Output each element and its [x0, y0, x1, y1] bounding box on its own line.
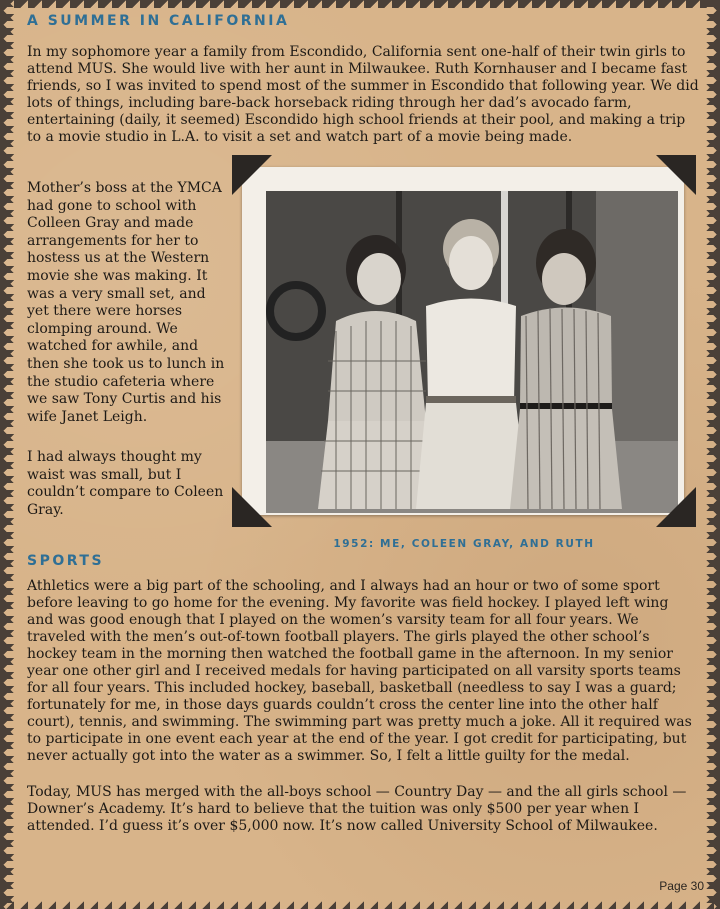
- photo-corner-mount-icon: [656, 487, 696, 527]
- section-heading-summer: A SUMMER IN CALIFORNIA: [27, 13, 290, 29]
- today-paragraph: Today, MUS has merged with the all-boys school — Country Day — and the all girls school —Downer’s Academy. It’s hard to believe that the tuition was only $500 per year when I attended. I’d guess it’s over $5,000 now. It’s now called University School of Milwaukee.: [27, 784, 687, 834]
- photo-frame: [232, 155, 696, 527]
- zigzag-border-right: [706, 0, 720, 909]
- photo-caption: 1952: ME, COLEEN GRAY, AND RUTH: [333, 538, 595, 550]
- photo-corner-mount-icon: [656, 155, 696, 195]
- zigzag-border-bottom: [0, 901, 720, 909]
- ymca-paragraph: Mother’s boss at the YMCA had gone to school with Colleen Gray and made arrangements for her to hostess us at the Western movie she was making. It was a very small set, and yet there were horses clomping around. We watched for awhile, and then she took us to lunch in the studio cafeteria where we saw Tony Curtis and his wife Janet Leigh.: [27, 180, 225, 425]
- athletics-paragraph: Athletics were a big part of the schooling, and I always had an hour or two of some sport before leaving to go home for the evening. My favorite was field hockey. I played left wing and was good enough that I played on the women’s varsity team for all four years. We traveled with the men’s out-of-town football players. The girls played the other school’s hockey team in the morning then watched the football game in the afternoon. In my senior year one other girl and I received medals for having participated on all varsity sports teams for all four years. This included hockey, baseball, basketball (needless to say I was a guard; fortunately for me, in those days guards couldn’t cross the center line into the other half court), tennis, and swimming. The swimming part was pretty much a joke. All it required was to participate in one event each year at the end of the year. I got credit for participating, but never actually got into the water as a swimmer. So, I felt a little guilty for the medal.: [27, 578, 692, 764]
- summer-intro-paragraph: In my sophomore year a family from Escondido, California sent one-half of their twin girls to attend MUS. She would live with her aunt in Milwaukee. Ruth Kornhauser and I became fast friends, so I was invited to spend most of the summer in Escondido that following year. We did lots of things, including bare-back horseback riding through her dad’s avocado farm, entertaining (daily, it seemed) Escondido high school friends at their pool, and making a trip to a movie studio in L.A. to visit a set and watch part of a movie being made.: [27, 44, 699, 145]
- section-heading-sports: SPORTS: [27, 553, 105, 569]
- photo-corner-mount-icon: [232, 487, 272, 527]
- zigzag-border-left: [0, 0, 14, 909]
- page-number: Page 30: [659, 879, 704, 893]
- photo-white-border: [242, 167, 684, 515]
- zigzag-border-top: [0, 0, 720, 8]
- photo-corner-mount-icon: [232, 155, 272, 195]
- photograph-illustration: [266, 191, 678, 513]
- waist-paragraph: I had always thought my waist was small, but I couldn’t compare to Coleen Gray.: [27, 449, 224, 518]
- photograph: [266, 191, 678, 513]
